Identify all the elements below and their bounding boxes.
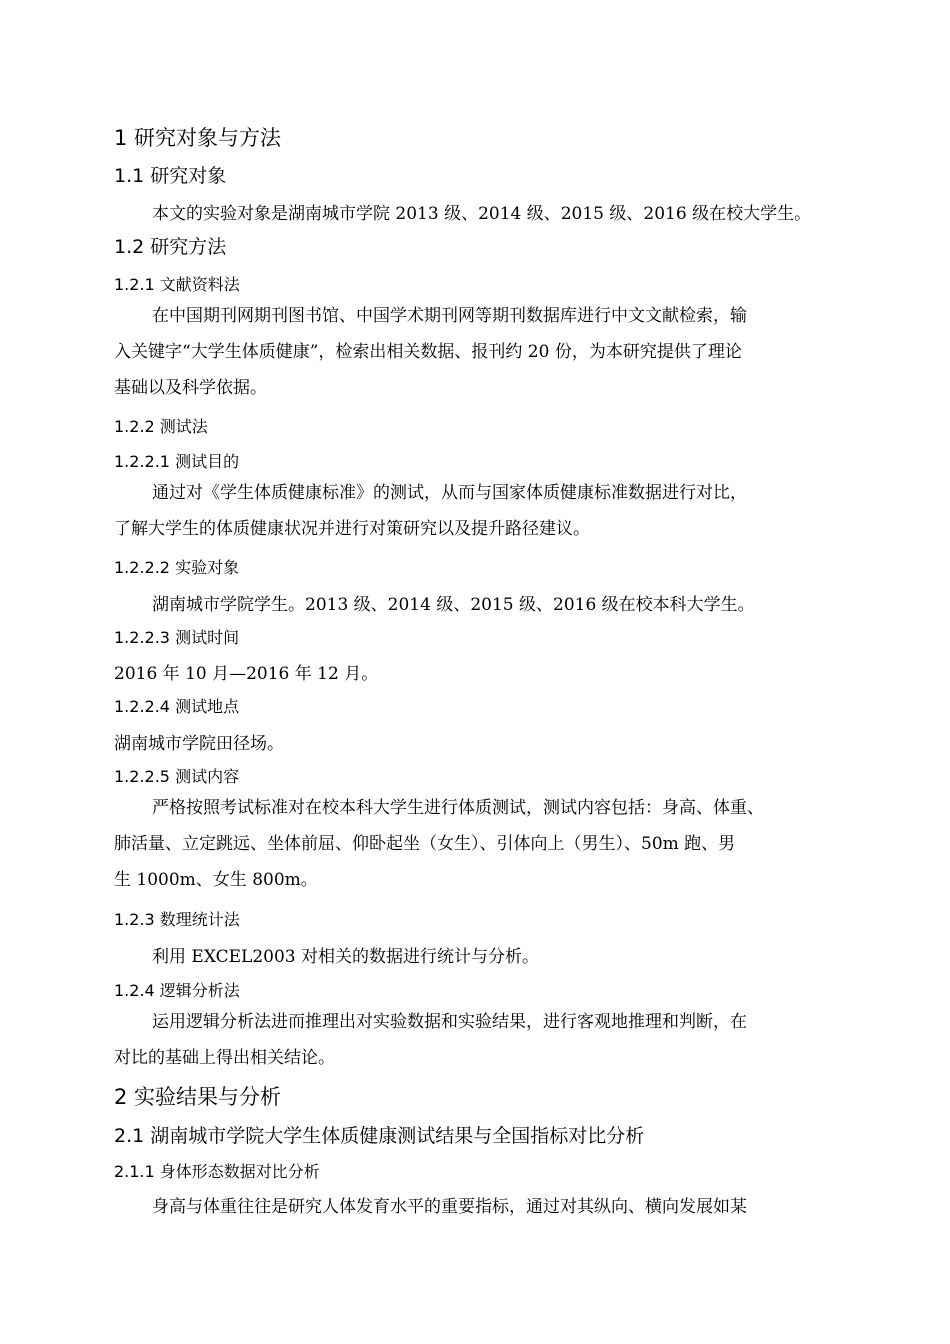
paragraph-line: 通过对《学生体质健康标准》的测试，从而与国家体质健康标准数据进行对比， bbox=[152, 483, 747, 503]
paragraph-test-content bbox=[114, 790, 838, 898]
heading-1-2-2-3: 1.2.2.3 测试时间 bbox=[114, 628, 240, 647]
subsubsection-heading-1-2-1: 1.2.1 文献资料法 bbox=[114, 275, 240, 294]
paragraph-logic-method bbox=[114, 1004, 838, 1076]
paragraph-statistics-method: 利用 EXCEL2003 对相关的数据进行统计与分析。 bbox=[152, 947, 539, 967]
subsection-heading-2-1: 2.1 湖南城市学院大学生体质健康测试结果与全国指标对比分析 bbox=[114, 1125, 645, 1147]
subsection-heading-1-1: 1.1 研究对象 bbox=[114, 165, 227, 187]
subsubsection-heading-1-2-2: 1.2.2 测试法 bbox=[114, 417, 208, 436]
paragraph-line: 入关键字“大学生体质健康”，检索出相关数据、报刊约 20 份，为本研究提供了理论 bbox=[114, 342, 742, 362]
paragraph-experiment-subject: 湖南城市学院学生。2013 级、2014 级、2015 级、2016 级在校本科大学生。 bbox=[152, 595, 755, 615]
paragraph-line: 在中国期刊网期刊图书馆、中国学术期刊网等期刊数据库进行中文文献检索，输 bbox=[152, 306, 747, 326]
paragraph-line: 了解大学生的体质健康状况并进行对策研究以及提升路径建议。 bbox=[114, 519, 590, 539]
paragraph-line: 生 1000m、女生 800m。 bbox=[114, 870, 318, 890]
paragraph-research-subject: 本文的实验对象是湖南城市学院 2013 级、2014 级、2015 级、2016 级在校大学生。 bbox=[152, 204, 812, 224]
paragraph-line: 严格按照考试标准对在校本科大学生进行体质测试，测试内容包括：身高、体重、 bbox=[152, 798, 764, 818]
subsection-heading-1-2: 1.2 研究方法 bbox=[114, 236, 227, 258]
subsubsection-heading-1-2-3: 1.2.3 数理统计法 bbox=[114, 910, 240, 929]
section-heading-1: 1 研究对象与方法 bbox=[114, 126, 282, 150]
paragraph-line: 基础以及科学依据。 bbox=[114, 378, 267, 398]
paragraph-body-form: 身高与体重往往是研究人体发育水平的重要指标，通过对其纵向、横向发展如某 bbox=[152, 1197, 747, 1217]
subsubsection-heading-2-1-1: 2.1.1 身体形态数据对比分析 bbox=[114, 1162, 320, 1181]
paragraph-line: 运用逻辑分析法进而推理出对实验数据和实验结果，进行客观地推理和判断，在 bbox=[152, 1012, 747, 1032]
paragraph-line: 肺活量、立定跳远、坐体前屈、仰卧起坐（女生）、引体向上（男生）、50m 跑、男 bbox=[114, 834, 736, 854]
paragraph-test-location: 湖南城市学院田径场。 bbox=[114, 734, 284, 754]
heading-1-2-2-1: 1.2.2.1 测试目的 bbox=[114, 452, 240, 471]
paragraph-test-purpose bbox=[114, 475, 838, 547]
heading-1-2-2-2: 1.2.2.2 实验对象 bbox=[114, 558, 240, 577]
heading-1-2-2-5: 1.2.2.5 测试内容 bbox=[114, 767, 240, 786]
paragraph-line: 对比的基础上得出相关结论。 bbox=[114, 1048, 335, 1068]
heading-1-2-2-4: 1.2.2.4 测试地点 bbox=[114, 697, 240, 716]
subsubsection-heading-1-2-4: 1.2.4 逻辑分析法 bbox=[114, 981, 240, 1000]
paragraph-literature-method bbox=[114, 298, 838, 406]
paragraph-test-time: 2016 年 10 月—2016 年 12 月。 bbox=[114, 664, 379, 684]
section-heading-2: 2 实验结果与分析 bbox=[114, 1085, 282, 1109]
